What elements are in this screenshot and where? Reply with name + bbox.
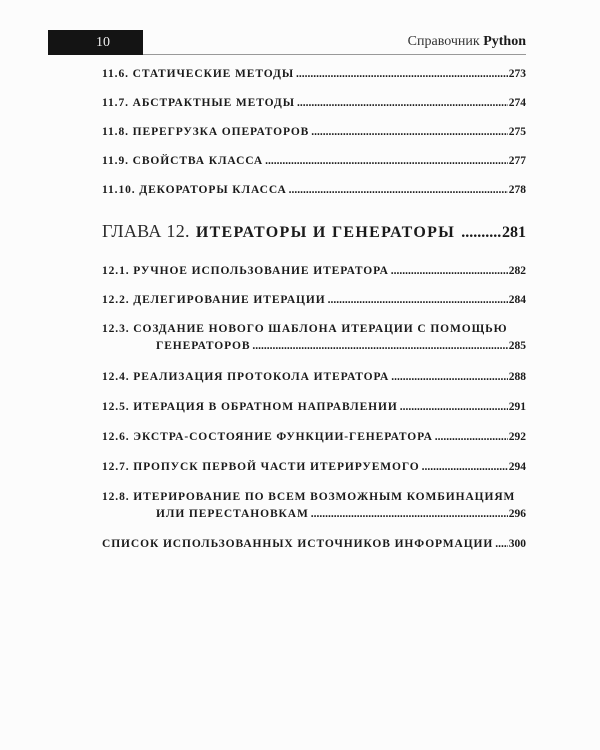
dot-leader [422,460,508,474]
toc-entry-number: 11.9. [102,155,129,167]
toc-entry-title-continued: ИЛИ ПЕРЕСТАНОВКАМ [156,508,309,520]
toc-entry-title: ПРОПУСК ПЕРВОЙ ЧАСТИ ИТЕРИРУЕМОГО [133,461,420,473]
toc-entry-page: 274 [508,97,526,109]
toc-entry-title: ДЕКОРАТОРЫ КЛАССА [139,184,287,196]
toc-entry-page: 273 [508,68,526,80]
dot-leader [252,339,507,353]
dot-leader [461,224,501,242]
toc-entry-page: 282 [508,265,526,277]
toc-entry-sources[interactable] [102,537,526,551]
toc-entry[interactable] [102,67,526,81]
toc-entry-page: 285 [508,340,526,352]
dot-leader [400,400,508,414]
dot-leader [435,430,508,444]
toc-entry-title: ЭКСТРА-СОСТОЯНИЕ ФУНКЦИИ-ГЕНЕРАТОРА [133,431,433,443]
toc-entry-title: СПИСОК ИСПОЛЬЗОВАННЫХ ИСТОЧНИКОВ ИНФОРМАЦИИ [102,538,494,550]
toc-entry-title: РУЧНОЕ ИСПОЛЬЗОВАНИЕ ИТЕРАТОРА [133,265,389,277]
toc-entry-title: ИТЕРИРОВАНИЕ ПО ВСЕМ ВОЗМОЖНЫМ КОМБИНАЦИЯМ [133,491,516,503]
toc-entry-page: 277 [508,155,526,167]
toc-entry-page: 278 [508,184,526,196]
dot-leader [289,183,508,197]
page-number: 10 [96,35,110,50]
toc-entry-title: ИТЕРАЦИЯ В ОБРАТНОМ НАПРАВЛЕНИИ [133,401,398,413]
toc-entry-number: 12.5. [102,401,130,413]
toc-entry-number: 11.6. [102,68,129,80]
toc-entry-page: 275 [508,126,526,138]
dot-leader [495,537,508,551]
toc-entry-number: 12.2. [102,294,130,306]
toc-entry-number: 11.10. [102,184,136,196]
dot-leader [296,67,508,81]
toc-entry-page: 292 [508,431,526,443]
toc-entry[interactable] [102,322,526,352]
chapter-page: 281 [502,224,526,241]
toc-entry-title: СВОЙСТВА КЛАССА [132,155,264,167]
toc-entry-title: РЕАЛИЗАЦИЯ ПРОТОКОЛА ИТЕРАТОРА [133,371,390,383]
toc-entry-title: ПЕРЕГРУЗКА ОПЕРАТОРОВ [132,126,310,138]
dot-leader [265,154,508,168]
toc-entry[interactable] [102,490,526,520]
toc-entry-page: 291 [508,401,526,413]
toc-entry-title: ДЕЛЕГИРОВАНИЕ ИТЕРАЦИИ [133,294,326,306]
toc-entry-line2 [102,339,526,353]
running-title [408,34,526,50]
toc-entry-line1 [102,322,526,336]
dot-leader [297,96,508,110]
header-rule [143,54,526,55]
toc-entry-page: 296 [508,508,526,520]
toc-entry-number: 11.8. [102,126,129,138]
chapter-heading[interactable] [102,221,526,242]
toc-entry-page: 294 [508,461,526,473]
toc-entry[interactable] [102,293,526,307]
dot-leader [311,125,508,139]
toc-entry-number: 12.3. [102,323,130,335]
toc-entry-number: 12.1. [102,265,130,277]
toc-entry[interactable] [102,264,526,278]
toc-entry-title-continued: ГЕНЕРАТОРОВ [156,340,251,352]
dot-leader [311,507,508,521]
toc-entry-line2 [102,507,526,521]
toc-entry-page: 288 [508,371,526,383]
dot-leader [391,370,508,384]
running-title-prefix: Справочник [407,34,484,49]
toc-entry-title: АБСТРАКТНЫЕ МЕТОДЫ [132,97,295,109]
toc-entry-page: 284 [508,294,526,306]
toc-entry[interactable] [102,400,526,414]
toc-entry-number: 12.8. [102,491,130,503]
toc-entry[interactable] [102,154,526,168]
toc-entry-title: СОЗДАНИЕ НОВОГО ШАБЛОНА ИТЕРАЦИИ С ПОМОЩЬЮ [133,323,508,335]
toc-entry-page: 300 [508,538,526,550]
running-title-bold: Python [483,34,526,49]
toc-entry-line1 [102,490,526,504]
toc-entry[interactable] [102,430,526,444]
toc-entry[interactable] [102,125,526,139]
toc-entry-number: 12.6. [102,431,130,443]
toc-entry[interactable] [102,370,526,384]
toc-entry[interactable] [102,183,526,197]
dot-leader [391,264,508,278]
dot-leader [328,293,508,307]
toc-entry-number: 11.7. [102,97,129,109]
page-header [48,30,526,56]
toc-entry-number: 12.7. [102,461,130,473]
toc-entry[interactable] [102,96,526,110]
toc-entry-number: 12.4. [102,371,130,383]
toc-entry[interactable] [102,460,526,474]
chapter-label: ГЛАВА 12. [102,221,190,241]
chapter-title: ИТЕРАТОРЫ И ГЕНЕРАТОРЫ [195,224,456,241]
toc-entry-title: СТАТИЧЕСКИЕ МЕТОДЫ [132,68,295,80]
